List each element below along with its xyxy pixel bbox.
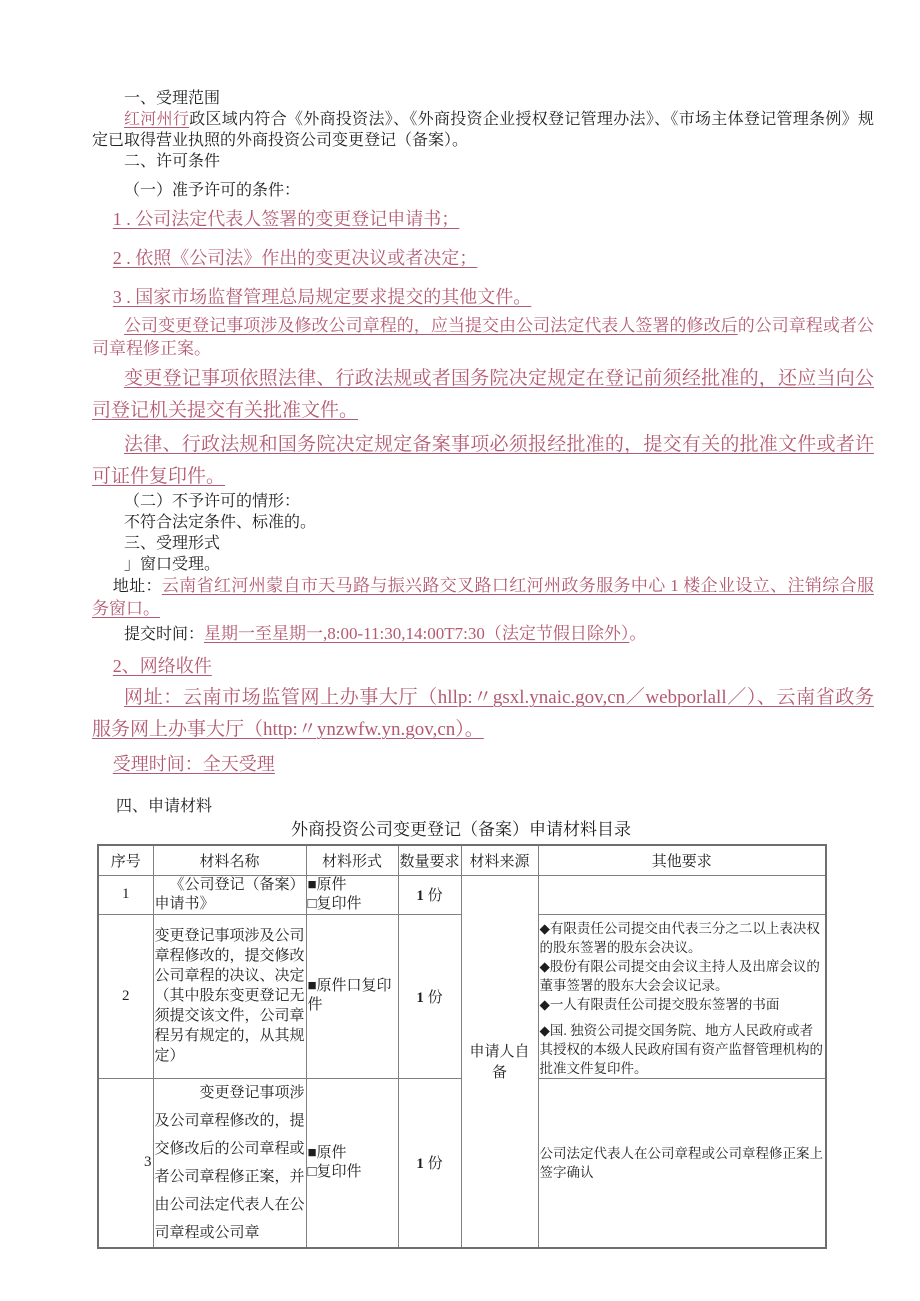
text-segment: 四、申请材料 bbox=[116, 798, 213, 815]
paragraph bbox=[92, 512, 874, 533]
table-row bbox=[98, 875, 826, 914]
paragraph bbox=[92, 491, 874, 512]
text-segment: 不符合法定条件、标准的。 bbox=[124, 514, 317, 531]
col-header-seq: 序号 bbox=[98, 845, 153, 875]
requirement-item: ◆股份有限公司提交由会议主持人及出席会议的董事签署的股东大会会议记录。 bbox=[539, 958, 820, 993]
paragraph bbox=[92, 533, 874, 554]
underlined-text: 云南省红河州蒙自市天马路与振兴路交叉路口红河州政务服务中心 1 楼企业设立、注销综合服务窗口。 bbox=[92, 576, 874, 618]
cell-other-requirements bbox=[538, 875, 826, 914]
cell-other-requirements bbox=[538, 1078, 826, 1248]
cell-quantity: 1 份 bbox=[398, 875, 461, 914]
paragraph bbox=[92, 796, 874, 817]
paragraph bbox=[92, 752, 874, 778]
col-header-form: 材料形式 bbox=[306, 845, 398, 875]
underlined-text: 1 . 公司法定代表人签署的变更登记申请书； bbox=[112, 209, 460, 229]
paragraph bbox=[92, 682, 874, 746]
text-segment: 」窗口受理。 bbox=[124, 556, 221, 573]
paragraph bbox=[92, 246, 874, 272]
col-header-other: 其他要求 bbox=[538, 845, 826, 875]
paragraph bbox=[92, 623, 874, 646]
spacer bbox=[540, 1014, 825, 1021]
text-segment: 提交时间： bbox=[124, 626, 205, 643]
paragraph bbox=[92, 654, 874, 680]
cell-quantity: 1 份 bbox=[398, 1078, 461, 1248]
form-option: □复印件 bbox=[307, 895, 362, 912]
underlined-text: 红河州行 bbox=[124, 111, 190, 128]
underlined-text: 网址：云南市场监管网上办事大厅（hllp:〃gsxl.ynaic.gov,cn／webporlall／）、云南省政务服务网上办事大厅（http:〃ynzwfw.yn.gov,cn）。 bbox=[92, 687, 874, 740]
text-segment: 三、受理形式 bbox=[124, 535, 221, 552]
col-header-qty: 数量要求 bbox=[398, 845, 461, 875]
paragraph bbox=[92, 363, 874, 427]
text-segment: 地址： bbox=[112, 578, 162, 595]
col-header-name: 材料名称 bbox=[153, 845, 306, 875]
paragraph bbox=[92, 109, 874, 151]
underlined-text: 3 . 国家市场监督管理总局规定要求提交的其他文件。 bbox=[112, 287, 532, 307]
paragraph bbox=[92, 151, 874, 172]
cell-seq: 3 bbox=[98, 1078, 153, 1248]
text-segment: 政区域内符合《外商投资法》、《外商投资企业授权登记管理办法》、《市场主体登记管理条例》规定已取得营业执照的外商投资公司变更登记（备案）。 bbox=[92, 111, 874, 149]
form-option: ■原件口复印件 bbox=[307, 978, 392, 1013]
cell-quantity: 1 份 bbox=[398, 914, 461, 1078]
requirement-item: ◆一人有限责任公司提交股东签署的书面 bbox=[539, 996, 780, 1012]
text-segment: （一）准予许可的条件： bbox=[124, 182, 301, 199]
paragraph bbox=[92, 180, 874, 201]
underlined-text: 。 bbox=[629, 624, 647, 643]
materials-table bbox=[97, 844, 827, 1249]
cell-material-name: 变更登记事项涉及公司章程修改的，提交修改后的公司章程或者公司章程修正案，并由公司法定代表人在公司章程或公司章 bbox=[153, 1078, 306, 1248]
cell-material-form bbox=[306, 875, 398, 914]
requirement-item: ◆有限责任公司提交由代表三分之二以上表决权的股东签署的股东会决议。 bbox=[539, 920, 820, 955]
cell-material-form bbox=[306, 1078, 398, 1248]
document-text bbox=[92, 0, 874, 817]
cell-other-requirements bbox=[538, 914, 826, 1078]
cell-seq: 2 bbox=[98, 914, 153, 1078]
paragraph bbox=[92, 575, 874, 621]
col-header-source: 材料来源 bbox=[461, 845, 538, 875]
paragraph bbox=[92, 554, 874, 575]
table-header-row bbox=[98, 845, 826, 875]
requirement-item: ◆国. 独资公司提交国务院、地方人民政府或者其授权的本级人民政府国有资产监督管理机构的批准文件复印件。 bbox=[539, 1022, 823, 1076]
requirement-item: 公司法定代表人在公司章程或公司章程修正案上签字确认 bbox=[539, 1145, 823, 1180]
paragraph bbox=[92, 429, 874, 493]
underlined-text: 星期一至星期一,8:00-11:30,14:00T7:30（法定节假日除外） bbox=[204, 624, 630, 643]
underlined-text: 法律、行政法规和国务院决定规定备案事项必须报经批准的，提交有关的批准文件或者许可证件复印件。 bbox=[92, 434, 874, 487]
cell-seq: 1 bbox=[98, 875, 153, 914]
underlined-text: 2、网络收件 bbox=[112, 656, 212, 676]
form-option: ■原件 bbox=[307, 876, 347, 893]
underlined-text: 受理时间：全天受理 bbox=[112, 754, 275, 774]
cell-material-form bbox=[306, 914, 398, 1078]
paragraph bbox=[92, 285, 874, 311]
paragraph bbox=[92, 207, 874, 233]
text-segment: 一、受理范围 bbox=[124, 90, 221, 107]
text-segment: （二）不予许可的情形： bbox=[124, 493, 301, 510]
cell-source-merged: 申请人自备 bbox=[461, 875, 538, 1248]
table-title: 外商投资公司变更登记（备案）申请材料目录 bbox=[291, 820, 631, 839]
cell-material-name: 变更登记事项涉及公司章程修改的，提交修改公司章程的决议、决定（其中股东变更登记无须提交该文件，公司章程另有规定的，从其规定） bbox=[153, 914, 306, 1078]
underlined-text: 的公司章程或者公司章程修正案。 bbox=[92, 316, 875, 358]
text-segment: 二、许可条件 bbox=[124, 153, 221, 170]
cell-material-name: 《公司登记（备案）申请书》 bbox=[153, 875, 306, 914]
form-option: □复印件 bbox=[307, 1163, 362, 1180]
paragraph bbox=[92, 315, 874, 361]
underlined-text: 变更登记事项依照法律、行政法规或者国务院决定规定在登记前须经批准的，还应当向公司登记机关提交有关批准文件。 bbox=[92, 368, 874, 421]
form-option: ■原件 bbox=[307, 1144, 347, 1161]
paragraph bbox=[92, 88, 874, 109]
underlined-text: 2 . 依照《公司法》作出的变更决议或者决定； bbox=[112, 248, 478, 268]
underlined-text: 公司变更登记事项涉及修改公司章程的，应当提交由公司法定代表人签署的修改后 bbox=[124, 316, 738, 335]
